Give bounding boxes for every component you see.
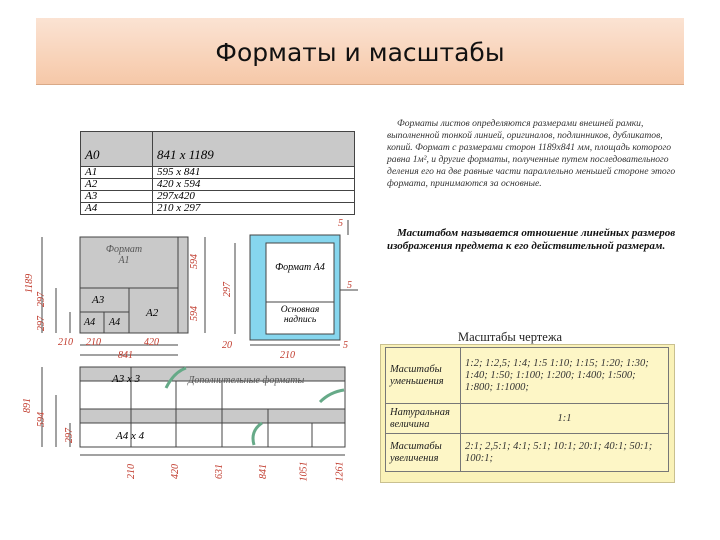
- label-a3: А3: [92, 294, 105, 306]
- dim-1051: 1051: [298, 461, 310, 482]
- label-a4-right: А4: [109, 317, 121, 328]
- table-row: [386, 348, 669, 404]
- dim-631: 631: [214, 464, 225, 479]
- dim-594-mid: 594: [189, 306, 200, 321]
- format-size: 420 x 594: [152, 179, 354, 191]
- label-a4-left: А4: [84, 317, 96, 328]
- scale-label: Масштабы уменьшения: [386, 348, 461, 404]
- dim-297-c: 297: [222, 282, 233, 297]
- dim-297-a: 297: [36, 292, 47, 307]
- scale-values: 1:1: [461, 404, 669, 434]
- format-size: 595 x 841: [152, 167, 354, 179]
- dim-891: 891: [22, 398, 33, 413]
- dim-420-low: 420: [170, 464, 181, 479]
- dim-5-b: 5: [347, 280, 352, 291]
- dim-297-low: 297: [64, 428, 75, 443]
- label-a2: А2: [146, 307, 159, 319]
- label-a4x4: А4 x 4: [116, 430, 145, 442]
- label-title-block: Основная надпись: [280, 305, 320, 325]
- dim-841-low: 841: [258, 464, 269, 479]
- dim-594-top: 594: [189, 254, 200, 269]
- format-name: А1: [81, 167, 153, 179]
- slide-title: Форматы и масштабы: [215, 38, 505, 67]
- dim-210-right: 210: [280, 350, 295, 361]
- dim-420: 420: [144, 337, 159, 348]
- format-size: 297x420: [152, 191, 354, 203]
- scale-label: Натуральная величина: [386, 404, 461, 434]
- scale-values: 2:1; 2,5:1; 4:1; 5:1; 10:1; 20:1; 40:1; 50:1; 100:1;: [461, 434, 669, 472]
- label-extra-formats: Дополнительные форматы: [188, 375, 305, 386]
- format-name: А3: [81, 191, 153, 203]
- formats-paragraph: Форматы листов определяются размерами внешней рамки, выполненной тонкой линией, оригиналов, подлинников, дубликатов, копий. Формат с размерами сторон 1189x841 мм, площадь которого равна 1м², и другие форматы, полученные путем последовательного деления его на две равные части параллельно меньшей стороне этого формата, принимаются за основные.: [387, 118, 676, 189]
- dim-1261: 1261: [334, 461, 346, 482]
- table-row: [386, 434, 669, 472]
- format-name: А4: [81, 203, 153, 215]
- format-name: А2: [81, 179, 153, 191]
- scale-values: 1:2; 1:2,5; 1:4; 1:5 1:10; 1:15; 1:20; 1:30; 1:40; 1:50; 1:100; 1:200; 1:400; 1:500; 1:800; 1:1000;: [461, 348, 669, 404]
- format-size: 210 x 297: [152, 203, 354, 215]
- dim-5-c: 5: [343, 340, 348, 351]
- dim-1189: 1189: [24, 273, 36, 294]
- format-size: 841 x 1189: [152, 132, 354, 167]
- scale-definition: Масштабом называется отношение линейных размеров изображения предмета к его действительной размерам.: [387, 227, 676, 252]
- dim-210-a: 210: [58, 337, 73, 348]
- label-format-a1: Формат А1: [105, 244, 143, 266]
- table-row: [386, 404, 669, 434]
- dim-210-low: 210: [126, 464, 137, 479]
- dim-20: 20: [222, 340, 232, 351]
- dim-594-low: 594: [36, 412, 47, 427]
- label-a3x3: А3 x 3: [112, 373, 141, 385]
- dim-210-b: 210: [86, 337, 101, 348]
- format-name: А0: [81, 132, 153, 167]
- scale-label: Масштабы увеличения: [386, 434, 461, 472]
- scales-title: Масштабы чертежа: [458, 330, 562, 344]
- scales-table: [385, 347, 669, 472]
- dim-297-b: 297: [36, 316, 47, 331]
- label-format-a4: Формат А4: [275, 262, 325, 273]
- dim-5-a: 5: [338, 218, 343, 229]
- dim-841: 841: [118, 350, 133, 361]
